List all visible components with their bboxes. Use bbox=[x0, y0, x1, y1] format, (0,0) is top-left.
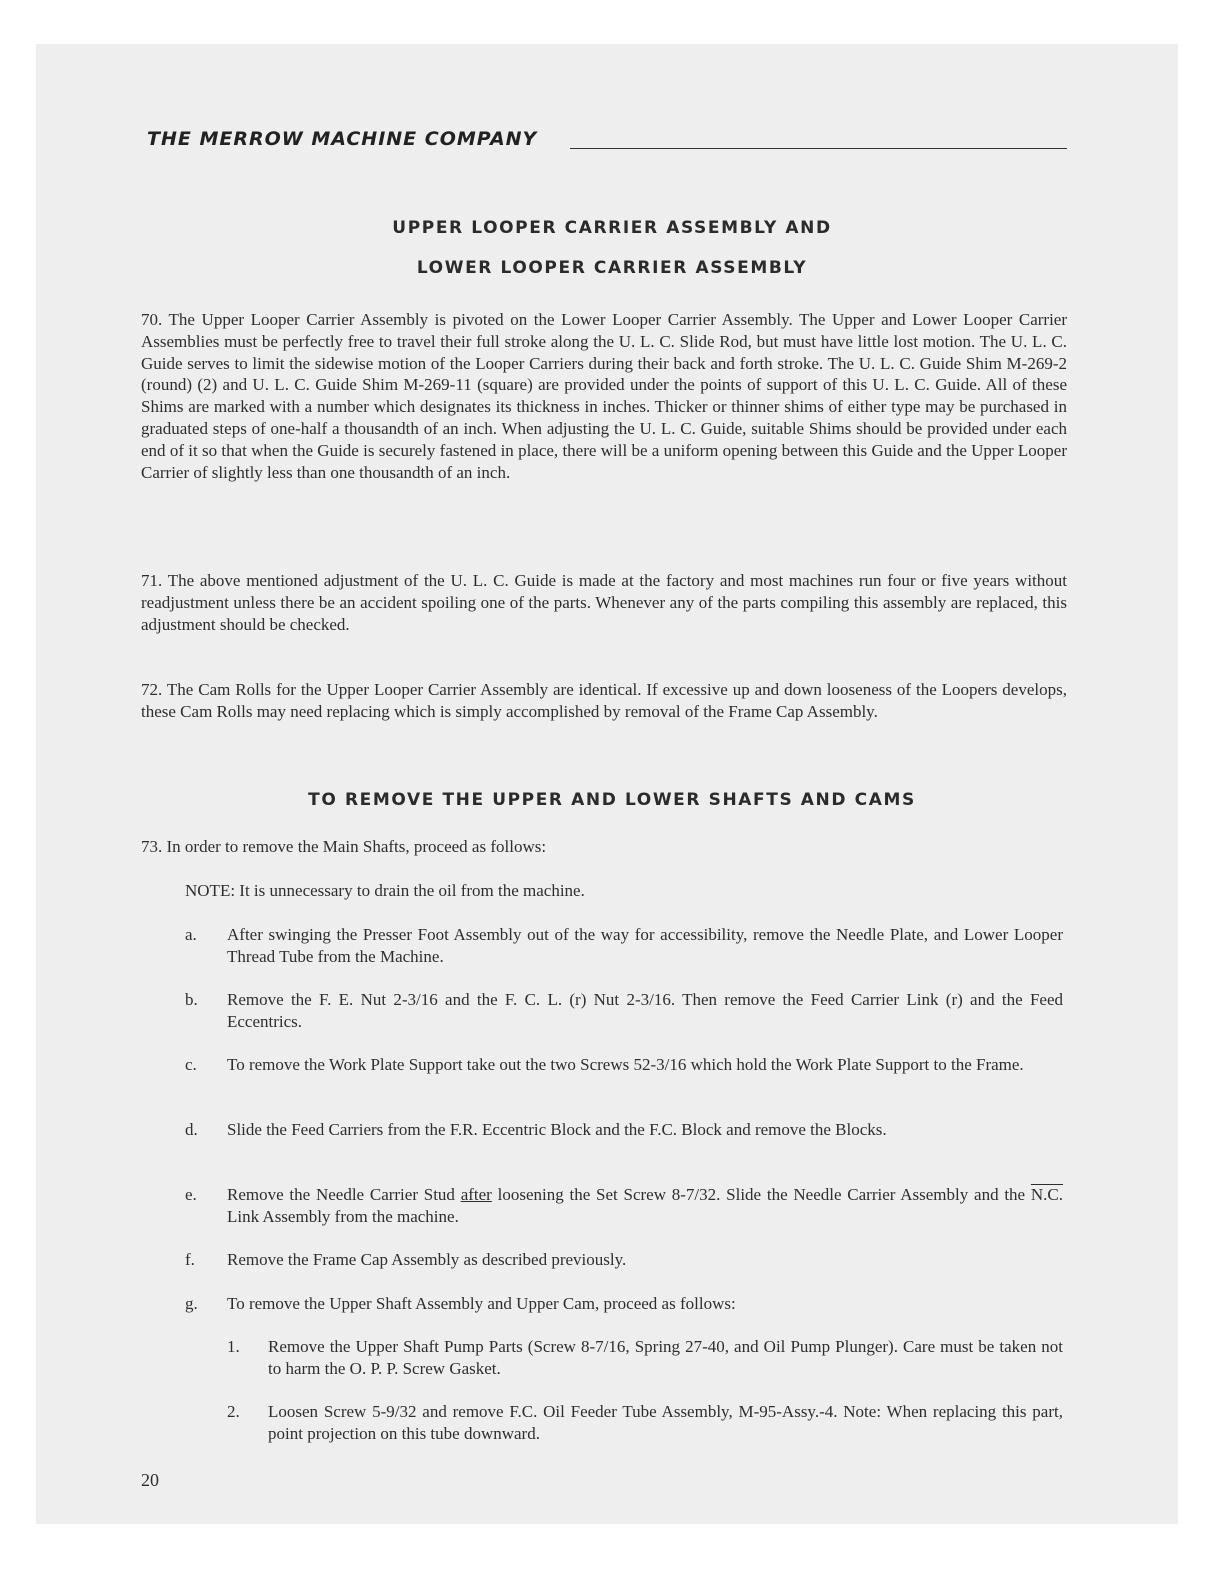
section-title-line2: LOWER LOOPER CARRIER ASSEMBLY bbox=[416, 258, 808, 278]
step-text: After swinging the Presser Foot Assembly out of the way for accessibility, remove the Needle Plate, and Lower Looper Thread Tube from the Machine. bbox=[227, 925, 1063, 966]
step-text: Remove the Frame Cap Assembly as described previously. bbox=[227, 1250, 627, 1269]
step-label: d. bbox=[185, 1120, 198, 1139]
step-text: Slide the Feed Carriers from the F.R. Eccentric Block and the F.C. Block and remove the Blocks. bbox=[227, 1120, 887, 1139]
running-header bbox=[147, 128, 1067, 154]
step-text: To remove the Work Plate Support take out the two Screws 52-3/16 which hold the Work Plate Support to the Frame. bbox=[227, 1055, 1024, 1074]
emphasis-after: after bbox=[460, 1185, 492, 1204]
step-label: e. bbox=[185, 1185, 197, 1204]
paragraph-72: 72. The Cam Rolls for the Upper Looper Carrier Assembly are identical. If excessive up and down looseness of the Loopers develops, these Cam Rolls may need replacing which is simply accomplished by removal of the Frame Cap Assembly. bbox=[141, 680, 1067, 721]
step-label: b. bbox=[185, 990, 198, 1009]
paragraph-73: 73. In order to remove the Main Shafts, proceed as follows: bbox=[141, 837, 547, 856]
step-text: Remove the F. E. Nut 2-3/16 and the F. C. L. (r) Nut 2-3/16. Then remove the Feed Carrier Link (r) and the Feed Eccentrics. bbox=[227, 990, 1063, 1031]
note: NOTE: It is unnecessary to drain the oil from the machine. bbox=[185, 881, 585, 900]
substep-label: 1. bbox=[227, 1337, 240, 1356]
page-number: 20 bbox=[141, 1470, 159, 1490]
substep-label: 2. bbox=[227, 1402, 240, 1421]
step-label: g. bbox=[185, 1294, 198, 1313]
step-label: c. bbox=[185, 1055, 197, 1074]
section-title-line1: UPPER LOOPER CARRIER ASSEMBLY AND bbox=[392, 218, 832, 238]
paragraph-70: 70. The Upper Looper Carrier Assembly is pivoted on the Lower Looper Carrier Assembly. The Upper and Lower Looper Carrier Assemblies must be perfectly free to travel their full stroke along the U. L. C. Slide Rod, but must have little lost motion. The U. L. C. Guide serves to limit the sidewise motion of the Looper Carriers during their back and forth stroke. The U. L. C. Guide Shim M-269-2 (round) (2) and U. L. C. Guide Shim M-269-11 (square) are provided under the points of support of this U. L. C. Guide. All of these Shims are marked with a number which designates its thickness in inches. Thicker or thinner shims of either type may be purchased in graduated steps of one-half a thousandth of an inch. When adjusting the U. L. C. Guide, suitable Shims should be provided under each end of it so that when the Guide is securely fastened in place, there will be a uniform opening between this Guide and the Upper Looper Carrier of slightly less than one thousandth of an inch. bbox=[141, 310, 1067, 482]
step-text: To remove the Upper Shaft Assembly and Upper Cam, proceed as follows: bbox=[227, 1294, 736, 1313]
header-rule bbox=[570, 148, 1067, 149]
step-label: a. bbox=[185, 925, 197, 944]
paragraph-71: 71. The above mentioned adjustment of the U. L. C. Guide is made at the factory and most machines run four or five years without readjustment unless there be an accident spoiling one of the parts. Whenever any of the parts compiling this assembly are replaced, this adjustment should be checked. bbox=[141, 571, 1067, 634]
nc-abbrev: N.C. bbox=[1030, 1185, 1063, 1204]
substep-text: Remove the Upper Shaft Pump Parts (Screw 8-7/16, Spring 27-40, and Oil Pump Plunger). Care must be taken not to harm the O. P. P. Screw Gasket. bbox=[268, 1337, 1063, 1378]
step-label: f. bbox=[185, 1250, 195, 1269]
step-text: Remove the Needle Carrier Stud after loosening the Set Screw 8-7/32. Slide the Needle Carrier Assembly and the N.C. Link Assembly from the machine. bbox=[227, 1185, 1063, 1226]
company-name: THE MERROW MACHINE COMPANY bbox=[147, 128, 538, 150]
substep-text: Loosen Screw 5-9/32 and remove F.C. Oil Feeder Tube Assembly, M-95-Assy.-4. Note: When replacing this part, point projection on this tube downward. bbox=[268, 1402, 1063, 1443]
section2-title: TO REMOVE THE UPPER AND LOWER SHAFTS AND CAMS bbox=[308, 790, 916, 810]
